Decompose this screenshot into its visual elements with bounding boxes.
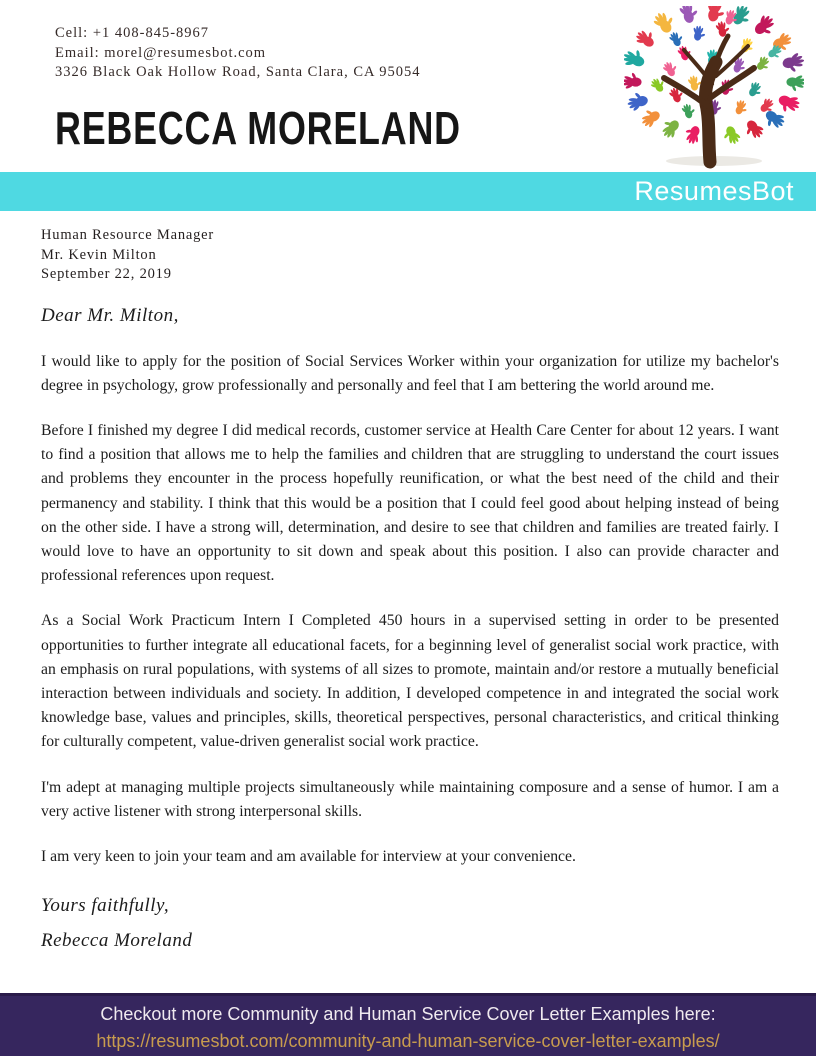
footer-text: Checkout more Community and Human Service Cover Letter Examples here:: [100, 1004, 716, 1024]
brand-banner: [0, 172, 816, 211]
signature: Rebecca Moreland: [41, 930, 193, 952]
footer-banner: [0, 993, 816, 1056]
hands-tree-icon: [624, 6, 804, 170]
paragraph-4: I'm adept at managing multiple projects simultaneously while maintaining composure and a sense of humor. I am a very active listener with strong interpersonal skills.: [41, 778, 779, 820]
hands-tree-logo: [624, 6, 804, 170]
paragraph-2: Before I finished my degree I did medical records, customer service at Health Care Center for about 12 years. I want to find a position that allows me to help the families and children that are struggling to understand the court issues and problems they encounter in the process hopefully reunification, or what the best need of the child and their permanency and stability. I think that this would be a position that I could feel good about helping instead of being on the other side. I have a strong will, determination, and desire to see that children and families are treated fairly. I would love to have an opportunity to sit down and speak about this position. I also can provide character and professional references upon request.: [41, 421, 779, 585]
recipient-title: Human Resource Manager: [41, 227, 215, 243]
page-title: REBECCA MORELAND: [55, 102, 461, 154]
contact-address: 3326 Black Oak Hollow Road, Santa Clara, CA 95054: [55, 64, 421, 80]
brand-name: ResumesBot: [634, 176, 794, 206]
contact-block: [55, 24, 421, 83]
recipient-name: Mr. Kevin Milton: [41, 246, 157, 263]
contact-cell: Cell: +1 408-845-8967: [55, 25, 210, 41]
letter-body: [41, 226, 779, 954]
closing: Yours faithfully,: [41, 895, 170, 917]
footer-link[interactable]: https://resumesbot.com/community-and-human-service-cover-letter-examples/: [96, 1031, 720, 1051]
paragraph-5: I am very keen to join your team and am available for interview at your convenience.: [41, 847, 576, 865]
salutation: Dear Mr. Milton,: [41, 304, 179, 326]
recipient-block: [41, 226, 779, 285]
paragraph-1: I would like to apply for the position of Social Services Worker within your organization for utilize my bachelor's degree in psychology, grow professionally and personally and feel that I am bettering the world around me.: [41, 352, 779, 394]
letter-date: September 22, 2019: [41, 266, 172, 282]
contact-email: Email: morel@resumesbot.com: [55, 44, 267, 61]
paragraph-3: As a Social Work Practicum Intern I Completed 450 hours in a supervised setting in order to be presented opportunities to further integrate all educational facets, for a beginning level of generalist social work practice, with an emphasis on rural populations, with systems of all sizes to promote, maintain and/or restore a mutually beneficial interaction between individuals and society. In addition, I developed competence in and integrated the social work knowledge base, values and principles, skills, theoretical perspectives, personal characteristics, and critical thinking for culturally competent, value-driven generalist social work practice.: [41, 612, 779, 751]
